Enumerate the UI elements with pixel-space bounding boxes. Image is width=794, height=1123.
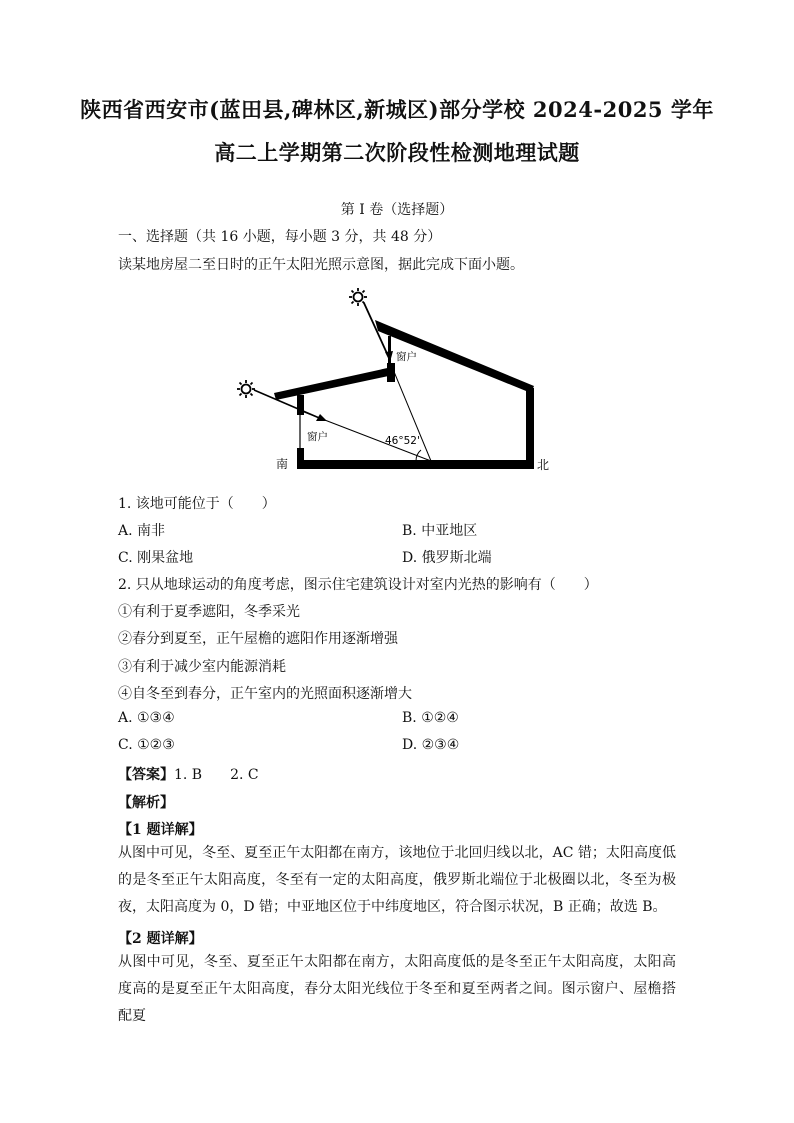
lower-window-label: 窗户 — [307, 431, 328, 443]
title-line-2: 高二上学期第二次阶段性检测地理试题 — [214, 140, 580, 165]
angle-label: 46°52' — [385, 435, 420, 447]
q1-option-b: B. 中亚地区 — [402, 523, 478, 539]
q2-statement-1: ①有利于夏季遮阳，冬季采光 — [118, 604, 300, 620]
q1-option-d: D. 俄罗斯北端 — [402, 550, 492, 566]
answer-text: 1. B 2. C — [174, 767, 259, 783]
q1-stem: 1. 该地可能位于（ ） — [118, 496, 276, 512]
sun-icon — [349, 288, 367, 306]
house-sunlight-diagram — [230, 283, 560, 478]
q2-statement-2: ②春分到夏至，正午屋檐的遮阳作用逐渐增强 — [118, 631, 398, 647]
south-label: 南 — [276, 457, 289, 471]
detail-1-label: 【1 题详解】 — [118, 822, 203, 838]
q1-option-c: C. 刚果盆地 — [118, 550, 194, 566]
upper-window-label: 窗户 — [396, 351, 417, 363]
sun-icon — [237, 380, 255, 398]
angle-arc — [416, 450, 421, 461]
north-label: 北 — [537, 458, 550, 472]
q2-statement-4: ④自冬至到春分，正午室内的光照面积逐渐增大 — [118, 686, 412, 702]
question-intro: 读某地房屋二至日时的正午太阳光照示意图，据此完成下面小题。 — [118, 257, 524, 273]
upper-window-frame — [388, 336, 391, 366]
q2-option-b: B. ①②④ — [402, 710, 459, 726]
answer-label: 【答案】 — [118, 767, 174, 783]
section-heading: 一、选择题（共 16 小题，每小题 3 分，共 48 分） — [118, 229, 442, 245]
q2-option-d: D. ②③④ — [402, 737, 460, 753]
detail-1-text: 从图中可见，冬至、夏至正午太阳都在南方，该地位于北回归线以北，AC 错；太阳高度低的是冬至正午太阳高度，冬至有一定的太阳高度，俄罗斯北端位于北极圈以北，冬至为极夜，太阳高度为 0，D 错；中亚地区位于中纬度地区，符合图示状况，B 正确；故选 B。 — [118, 845, 676, 915]
lower-roof — [274, 367, 393, 400]
volume-heading: 第 I 卷（选择题） — [340, 202, 454, 218]
q2-statement-3: ③有利于减少室内能源消耗 — [118, 659, 286, 675]
north-wall — [526, 388, 534, 469]
floor — [297, 460, 531, 469]
detail-2-label: 【2 题详解】 — [118, 931, 203, 947]
answer-line — [118, 764, 259, 784]
detail-2-text: 从图中可见，冬至、夏至正午太阳都在南方，太阳高度低的是冬至正午太阳高度，太阳高度高的是夏至正午太阳高度，春分太阳光线位于冬至和夏至两者之间。图示窗户、屋檐搭配夏 — [118, 954, 676, 1024]
q2-option-c: C. ①②③ — [118, 737, 175, 753]
q1-option-a: A. 南非 — [118, 523, 166, 539]
q2-option-a: A. ①③④ — [118, 710, 175, 726]
title-line-1: 陕西省西安市(蓝田县,碑林区,新城区)部分学校 2024-2025 学年 — [80, 97, 714, 122]
q2-stem: 2. 只从地球运动的角度考虑，图示住宅建筑设计对室内光热的影响有（ ） — [118, 577, 598, 593]
analysis-label: 【解析】 — [118, 795, 174, 811]
